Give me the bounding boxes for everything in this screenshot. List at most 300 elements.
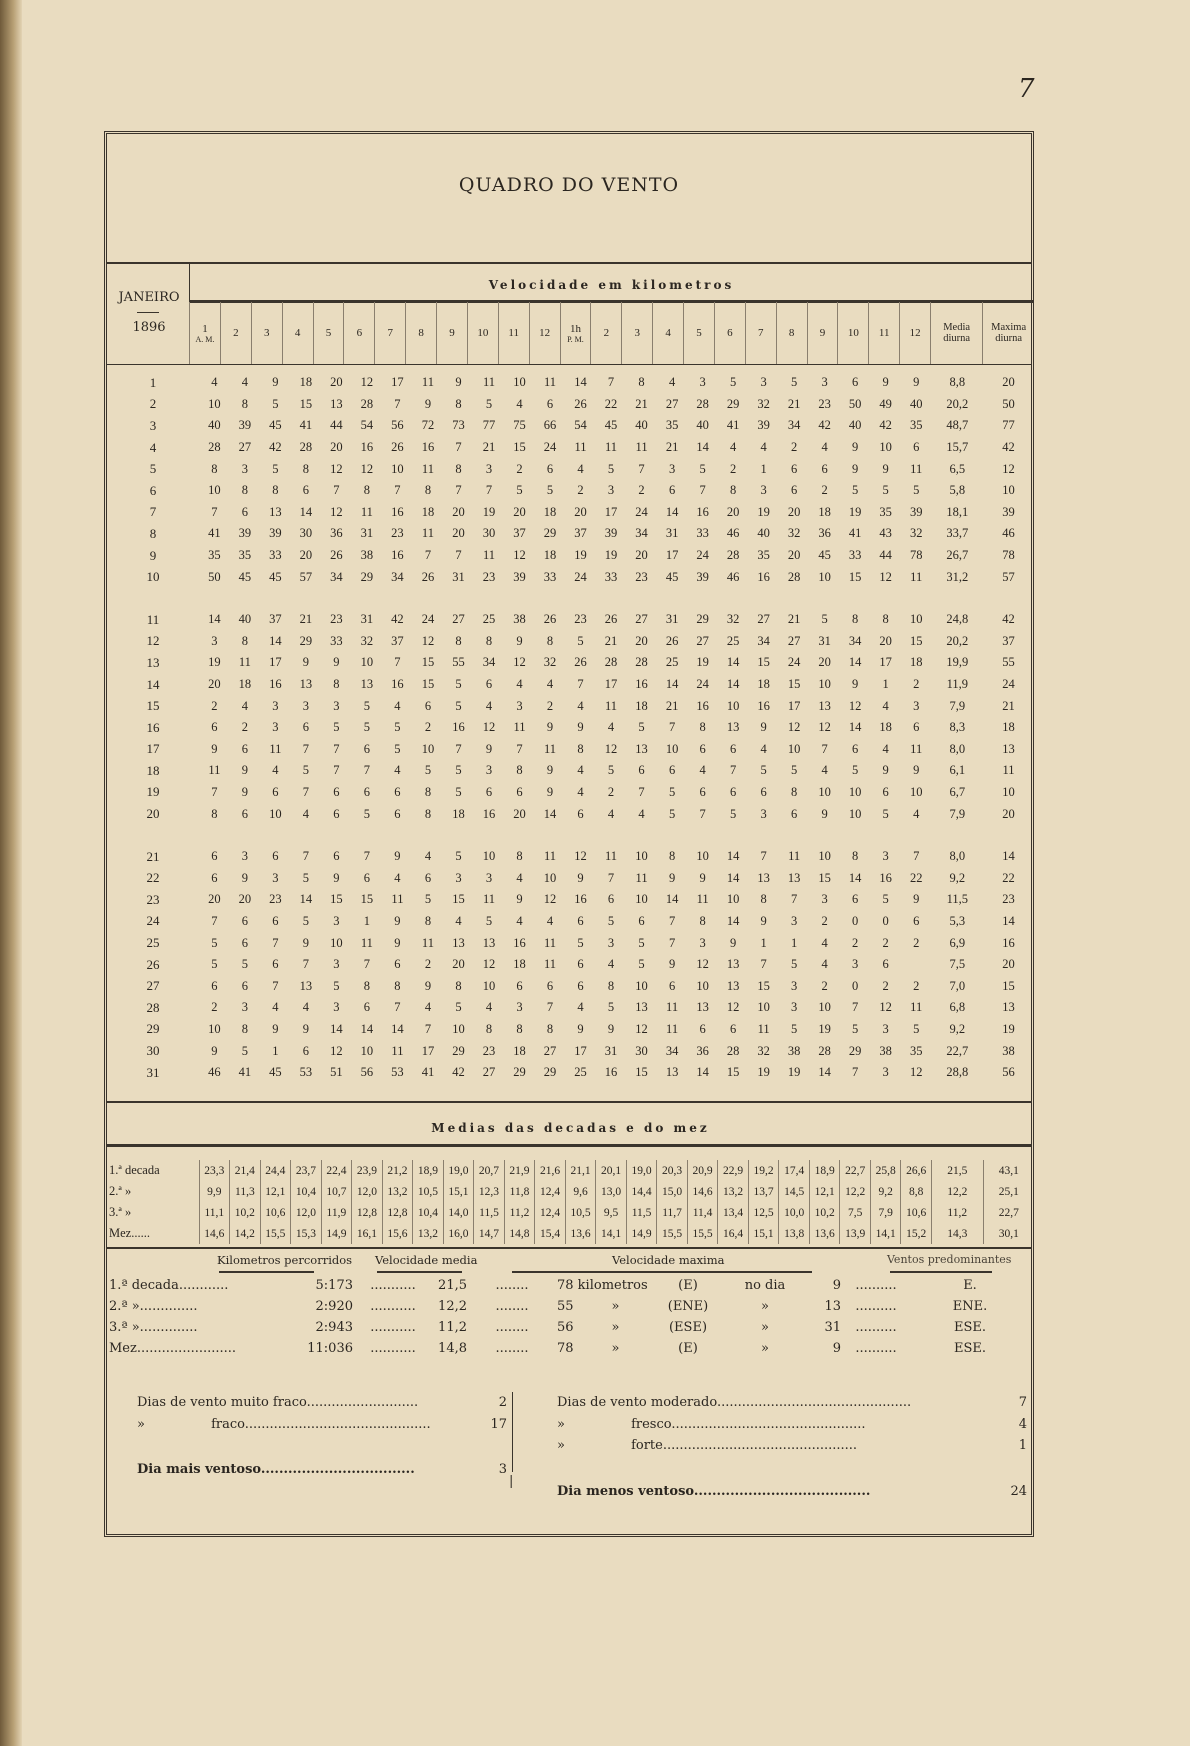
hour-value: 20 bbox=[818, 655, 831, 670]
hour-value: 2 bbox=[882, 978, 889, 993]
hour-value: 16 bbox=[391, 677, 404, 692]
hour-value: 3 bbox=[882, 1021, 889, 1036]
summary-period bbox=[109, 1338, 299, 1359]
hour-value: 2 bbox=[852, 935, 859, 950]
hour-value: 2 bbox=[211, 698, 218, 713]
hour-value: 6 bbox=[211, 720, 218, 735]
day-number: 21 bbox=[146, 848, 160, 864]
day-number: 11 bbox=[146, 611, 160, 627]
hour-value: 4 bbox=[882, 741, 889, 756]
hour-value: 8 bbox=[760, 892, 767, 907]
hour-value: 14 bbox=[818, 1065, 831, 1080]
hour-value: 10 bbox=[726, 892, 740, 907]
hour-value: 4 bbox=[302, 806, 309, 821]
hour-value: 6 bbox=[729, 1021, 737, 1036]
page-number: 7 bbox=[1018, 74, 1035, 104]
hour-value: 33 bbox=[543, 569, 557, 584]
hour-value: 33 bbox=[269, 548, 282, 563]
dias-right-row bbox=[557, 1414, 1027, 1436]
summary-vmax-value: 56 bbox=[557, 1320, 574, 1335]
hour-value: 2 bbox=[424, 957, 432, 972]
hour-value: 4 bbox=[699, 763, 706, 778]
hour-value: 32 bbox=[787, 526, 801, 541]
medias-hour-value: 20,1 bbox=[596, 1160, 627, 1181]
hour-value: 30 bbox=[299, 526, 313, 541]
dias-left-dots: .................................. bbox=[260, 1462, 415, 1477]
hour-value: 2 bbox=[607, 784, 615, 799]
hour-value: 14 bbox=[330, 1021, 343, 1036]
summary-km: 11:036 bbox=[307, 1341, 353, 1356]
hour-value: 8 bbox=[516, 763, 523, 778]
day-number: 30 bbox=[146, 1043, 160, 1059]
hour-value: 2 bbox=[882, 935, 889, 950]
medias-hour-value: 12,5 bbox=[748, 1202, 779, 1223]
hour-value: 8 bbox=[546, 633, 554, 648]
hour-value: 5 bbox=[302, 913, 309, 928]
medias-table bbox=[107, 1160, 1034, 1244]
hour-value: 7 bbox=[821, 741, 828, 756]
hour-value: 20 bbox=[208, 677, 221, 692]
hour-value: 11 bbox=[421, 461, 434, 476]
hour-value: 11 bbox=[910, 569, 923, 584]
maxima-diurna-value: 20 bbox=[1002, 375, 1015, 390]
hour-value: 3 bbox=[882, 849, 889, 864]
hour-value: 26 bbox=[543, 612, 557, 627]
hour-value: 3 bbox=[852, 957, 859, 972]
hour-value: 16 bbox=[421, 440, 435, 455]
hour-value: 5 bbox=[455, 698, 462, 713]
hour-value: 7 bbox=[638, 461, 645, 476]
hour-value: 4 bbox=[485, 698, 493, 713]
medias-hour-value: 12,1 bbox=[260, 1181, 291, 1202]
hour-value: 45 bbox=[818, 548, 831, 563]
hour-value: 9 bbox=[668, 870, 676, 885]
hour-value: 33 bbox=[604, 569, 618, 584]
vmax-header-underline bbox=[512, 1271, 812, 1273]
hour-value: 40 bbox=[238, 612, 252, 627]
hour-value: 2 bbox=[821, 978, 828, 993]
hour-value: 12 bbox=[787, 720, 801, 735]
hour-value: 16 bbox=[513, 935, 526, 950]
day-number: 9 bbox=[149, 547, 157, 563]
medias-label: 3.ª » bbox=[109, 1205, 132, 1219]
hour-value: 9 bbox=[241, 870, 248, 885]
day-number: 8 bbox=[149, 525, 157, 541]
hour-value: 45 bbox=[269, 418, 282, 433]
hour-value: 24 bbox=[787, 655, 801, 670]
hour-value: 33 bbox=[330, 633, 343, 648]
hour-value: 19 bbox=[574, 548, 587, 563]
hour-value: 6 bbox=[729, 741, 737, 756]
media-diurna-value: 18,1 bbox=[946, 504, 969, 519]
hour-value: 5 bbox=[607, 763, 615, 778]
hour-value: 38 bbox=[787, 1043, 801, 1058]
hour-value: 35 bbox=[909, 418, 923, 433]
hour-value: 7 bbox=[211, 913, 218, 928]
media-diurna-value: 7,0 bbox=[949, 978, 966, 993]
medias-hour-value: 7,5 bbox=[840, 1202, 871, 1223]
dias-right-row bbox=[557, 1435, 1027, 1457]
medias-hour-value: 14,1 bbox=[870, 1223, 901, 1244]
hour-value: 16 bbox=[360, 440, 374, 455]
hour-value: 15 bbox=[787, 677, 801, 692]
hour-value: 18 bbox=[513, 1043, 526, 1058]
hour-value: 8 bbox=[516, 849, 523, 864]
maxima-diurna-header: Maxima diurna bbox=[983, 302, 1034, 364]
hour-value: 8 bbox=[607, 978, 615, 993]
hour-value: 28 bbox=[208, 440, 221, 455]
hour-value: 15 bbox=[330, 892, 343, 907]
hour-value: 16 bbox=[879, 870, 892, 885]
hour-value: 5 bbox=[211, 957, 218, 972]
hour-value: 4 bbox=[760, 741, 767, 756]
hour-value: 5 bbox=[791, 957, 798, 972]
hour-value: 6 bbox=[333, 784, 340, 799]
hour-value: 13 bbox=[360, 677, 374, 692]
hour-value: 25 bbox=[726, 633, 740, 648]
hour-value: 40 bbox=[635, 418, 648, 433]
hour-header-22 bbox=[838, 302, 869, 364]
day-row bbox=[107, 997, 1034, 1019]
hour-value: 1 bbox=[760, 461, 767, 476]
summary-vmax bbox=[557, 1338, 657, 1359]
medias-row bbox=[107, 1181, 1034, 1202]
hour-value: 15 bbox=[909, 633, 923, 648]
day-row bbox=[107, 523, 1034, 545]
hour-value: 14 bbox=[574, 375, 587, 390]
hour-value: 7 bbox=[760, 849, 767, 864]
summary-dots: .......... bbox=[855, 1320, 897, 1335]
summary-dia: 13 bbox=[824, 1299, 841, 1314]
maxima-diurna-value: 39 bbox=[1002, 504, 1015, 519]
hour-value: 8 bbox=[241, 483, 248, 498]
hour-value: 5 bbox=[607, 1000, 615, 1015]
hour-value: 19 bbox=[208, 655, 221, 670]
media-diurna-value: 6,9 bbox=[949, 935, 966, 950]
dias-left-label bbox=[137, 1392, 487, 1414]
maxima-diurna-value: 42 bbox=[1002, 440, 1015, 455]
hour-value: 10 bbox=[452, 1021, 465, 1036]
hour-label: 7 bbox=[387, 327, 393, 339]
hour-value: 7 bbox=[363, 957, 371, 972]
hour-value: 10 bbox=[635, 892, 648, 907]
hour-value: 4 bbox=[394, 698, 401, 713]
hour-value: 5 bbox=[729, 806, 737, 821]
hour-value: 25 bbox=[665, 655, 679, 670]
medias-hour-value: 25,8 bbox=[870, 1160, 901, 1181]
hour-value: 7 bbox=[333, 741, 340, 756]
medias-hour-value: 13,4 bbox=[718, 1202, 749, 1223]
hour-value: 23 bbox=[482, 1043, 496, 1058]
hour-value: 7 bbox=[577, 677, 584, 692]
hour-value: 3 bbox=[241, 1000, 248, 1015]
hour-value: 19 bbox=[848, 504, 862, 519]
medias-media-value: 11,2 bbox=[931, 1202, 983, 1223]
dias-right-row bbox=[557, 1457, 1027, 1499]
summary-dots: ........ bbox=[495, 1278, 529, 1293]
hour-value: 13 bbox=[635, 741, 648, 756]
hour-value: 12 bbox=[360, 461, 374, 476]
dias-right-dots: ............................................... bbox=[662, 1438, 858, 1454]
hour-value: 7 bbox=[668, 913, 676, 928]
hour-value: 5 bbox=[852, 763, 859, 778]
hour-value: 3 bbox=[241, 849, 248, 864]
hour-value: 13 bbox=[665, 1065, 679, 1080]
hour-value: 9 bbox=[913, 892, 920, 907]
hour-value: 13 bbox=[452, 935, 465, 950]
day-number: 31 bbox=[146, 1064, 160, 1080]
maxima-diurna-value: 13 bbox=[1002, 1000, 1015, 1015]
hour-value: 6 bbox=[668, 763, 676, 778]
hour-value: 4 bbox=[668, 375, 676, 390]
ventos-header-underline bbox=[890, 1271, 992, 1273]
hour-value: 4 bbox=[607, 720, 615, 735]
medias-hour-value: 19,2 bbox=[748, 1160, 779, 1181]
day-number: 25 bbox=[146, 935, 160, 951]
hour-value: 11 bbox=[360, 935, 373, 950]
hour-value: 12 bbox=[330, 1043, 343, 1058]
hour-value: 31 bbox=[452, 569, 465, 584]
summary-direction: (ENE) bbox=[667, 1299, 709, 1314]
hour-value: 18 bbox=[909, 655, 923, 670]
hour-value: 20 bbox=[787, 548, 801, 563]
medias-hour-value: 21,2 bbox=[382, 1160, 413, 1181]
hour-value: 6 bbox=[607, 892, 615, 907]
summary-top-rule bbox=[107, 1247, 1031, 1249]
hour-value: 8 bbox=[363, 483, 371, 498]
hour-value: 6 bbox=[363, 1000, 371, 1015]
hour-value: 31 bbox=[604, 1043, 618, 1058]
summary-direction: (E) bbox=[678, 1278, 698, 1293]
hour-value: 6 bbox=[882, 784, 889, 799]
hour-value: 24 bbox=[574, 569, 587, 584]
hour-value: 57 bbox=[299, 569, 313, 584]
hour-value: 16 bbox=[604, 1065, 618, 1080]
day-row bbox=[107, 803, 1034, 825]
hour-header-9 bbox=[437, 302, 468, 364]
hour-value: 7 bbox=[455, 548, 462, 563]
hour-value: 5 bbox=[455, 784, 462, 799]
hour-value: 1 bbox=[272, 1043, 279, 1058]
media-diurna-value: 6,8 bbox=[949, 1000, 966, 1015]
hour-value: 25 bbox=[482, 612, 496, 627]
media-diurna-value: 11,5 bbox=[946, 892, 968, 907]
hour-label: 3 bbox=[634, 327, 640, 339]
media-diurna-value: 19,9 bbox=[946, 655, 969, 670]
hour-value: 11 bbox=[696, 892, 709, 907]
day-row bbox=[107, 1040, 1034, 1062]
hour-value: 11 bbox=[482, 892, 495, 907]
month-dash bbox=[137, 312, 159, 313]
hour-value: 39 bbox=[513, 569, 526, 584]
medias-hour-value: 15,2 bbox=[901, 1223, 932, 1244]
hour-value: 29 bbox=[513, 1065, 526, 1080]
hour-value: 9 bbox=[852, 461, 859, 476]
hour-value: 20 bbox=[238, 892, 252, 907]
hour-value: 18 bbox=[421, 504, 435, 519]
hour-label: 1h bbox=[569, 322, 581, 335]
media-diurna-value: 8,0 bbox=[949, 741, 966, 756]
hour-value: 12 bbox=[604, 741, 618, 756]
medias-hour-value: 12,1 bbox=[809, 1181, 840, 1202]
hour-value: 2 bbox=[729, 461, 737, 476]
day-row bbox=[107, 782, 1034, 804]
summary-row bbox=[109, 1275, 1029, 1296]
hour-value: 7 bbox=[302, 784, 309, 799]
dias-left-label-text: Dias de vento muito fraco bbox=[137, 1395, 307, 1411]
hour-header-17 bbox=[684, 302, 715, 364]
medias-hour-value: 15,6 bbox=[382, 1223, 413, 1244]
hour-value: 5 bbox=[638, 957, 645, 972]
hour-header bbox=[189, 302, 1034, 364]
hour-value: 8 bbox=[638, 375, 645, 390]
maxima-diurna-value: 19 bbox=[1002, 1021, 1015, 1036]
medias-hour-value: 12,8 bbox=[382, 1202, 413, 1223]
hour-value: 18 bbox=[543, 548, 557, 563]
day-row bbox=[107, 437, 1034, 459]
hour-value: 10 bbox=[635, 849, 648, 864]
medias-hour-value: 17,4 bbox=[779, 1160, 810, 1181]
day-number: 18 bbox=[146, 762, 160, 778]
maxima-diurna-value: 46 bbox=[1002, 526, 1015, 541]
hour-value: 21 bbox=[665, 698, 679, 713]
hour-value: 3 bbox=[241, 461, 248, 476]
hour-value: 15 bbox=[360, 892, 374, 907]
km-percorridos-header: Kilometros percorridos bbox=[217, 1253, 353, 1267]
hour-value: 5 bbox=[302, 763, 309, 778]
hour-value: 7 bbox=[913, 849, 920, 864]
hour-value: 8 bbox=[699, 720, 706, 735]
hour-value: 11 bbox=[635, 440, 648, 455]
dias-right-label bbox=[557, 1435, 1006, 1457]
day-row bbox=[107, 631, 1034, 653]
media-diurna-value: 9,2 bbox=[949, 870, 966, 885]
summary-dots: ........... bbox=[370, 1341, 416, 1356]
hour-value: 23 bbox=[391, 526, 404, 541]
hour-value: 11 bbox=[910, 461, 923, 476]
hour-value: 6 bbox=[272, 913, 279, 928]
summary-direction: (ESE) bbox=[668, 1320, 708, 1335]
hour-value: 42 bbox=[818, 418, 831, 433]
medias-hour-value: 10,4 bbox=[291, 1181, 322, 1202]
hour-value: 6 bbox=[546, 461, 554, 476]
hour-value: 12 bbox=[635, 1021, 648, 1036]
hour-value: 18 bbox=[757, 677, 770, 692]
hour-value: 8 bbox=[241, 1021, 248, 1036]
media-diurna-value: 11,9 bbox=[946, 677, 968, 692]
hour-value: 14 bbox=[391, 1021, 404, 1036]
hour-header-3 bbox=[251, 302, 282, 364]
hour-value: 45 bbox=[269, 569, 282, 584]
hour-value: 35 bbox=[208, 548, 221, 563]
hour-value: 11 bbox=[635, 870, 648, 885]
hour-value: 5 bbox=[760, 763, 767, 778]
hour-value: 13 bbox=[635, 1000, 648, 1015]
hour-value: 7 bbox=[424, 1021, 432, 1036]
hour-value: 27 bbox=[696, 633, 709, 648]
hour-value: 3 bbox=[791, 978, 798, 993]
hour-value: 8 bbox=[241, 633, 248, 648]
hour-value: 14 bbox=[848, 720, 862, 735]
hour-value: 9 bbox=[852, 677, 859, 692]
hour-value: 20 bbox=[726, 504, 740, 519]
hour-value: 17 bbox=[787, 698, 801, 713]
media-diurna-value: 5,8 bbox=[949, 483, 966, 498]
day-row bbox=[107, 1019, 1034, 1041]
hour-value: 6 bbox=[272, 849, 279, 864]
hour-value: 41 bbox=[299, 418, 313, 433]
maxima-diurna-value: 23 bbox=[1002, 892, 1015, 907]
hour-value: 9 bbox=[699, 870, 706, 885]
dias-right-value: 7 bbox=[1018, 1395, 1027, 1411]
hour-value: 5 bbox=[638, 935, 645, 950]
summary-km: 2:920 bbox=[315, 1299, 353, 1314]
hour-value: 7 bbox=[852, 1065, 859, 1080]
hour-value: 8 bbox=[546, 1021, 554, 1036]
hour-value: 9 bbox=[394, 935, 401, 950]
hour-header-6 bbox=[344, 302, 375, 364]
hour-value: 3 bbox=[760, 483, 767, 498]
hour-value: 4 bbox=[577, 763, 584, 778]
medias-hour-value: 21,1 bbox=[565, 1160, 596, 1181]
hour-value: 4 bbox=[424, 849, 432, 864]
hour-value: 3 bbox=[668, 461, 676, 476]
hour-value: 10 bbox=[482, 849, 496, 864]
medias-hour-value: 11,5 bbox=[626, 1202, 657, 1223]
hour-value: 13 bbox=[726, 957, 740, 972]
hour-value: 6 bbox=[852, 741, 859, 756]
hour-value: 18 bbox=[879, 720, 892, 735]
hour-value: 5 bbox=[455, 763, 462, 778]
hour-value: 11 bbox=[238, 655, 251, 670]
hour-value: 15 bbox=[726, 1065, 740, 1080]
hour-value: 6 bbox=[424, 870, 432, 885]
hour-value: 4 bbox=[485, 1000, 493, 1015]
medias-hour-value: 14,8 bbox=[504, 1223, 535, 1244]
hour-value: 50 bbox=[208, 569, 221, 584]
hour-value: 5 bbox=[394, 741, 401, 756]
velocidade-maxima-header: Velocidade maxima bbox=[612, 1253, 725, 1267]
hour-value: 3 bbox=[882, 1065, 889, 1080]
hour-value: 4 bbox=[546, 913, 554, 928]
hour-value: 6 bbox=[913, 913, 920, 928]
hour-value: 38 bbox=[879, 1043, 892, 1058]
hour-value: 3 bbox=[333, 1000, 340, 1015]
hour-value: 28 bbox=[726, 1043, 740, 1058]
hour-value: 20 bbox=[330, 375, 343, 390]
summary-dots: .......... bbox=[855, 1341, 897, 1356]
hour-value: 3 bbox=[272, 870, 279, 885]
hour-value: 6 bbox=[485, 784, 493, 799]
medias-hour-value: 9,2 bbox=[870, 1181, 901, 1202]
day-row bbox=[107, 415, 1034, 437]
hour-value: 2 bbox=[211, 1000, 218, 1015]
hour-value: 32 bbox=[757, 1043, 770, 1058]
hour-value: 12 bbox=[330, 504, 343, 519]
hour-value: 15 bbox=[452, 892, 465, 907]
hour-value: 4 bbox=[577, 1000, 584, 1015]
hour-value: 9 bbox=[455, 375, 462, 390]
hour-value: 9 bbox=[821, 806, 828, 821]
hour-value: 9 bbox=[394, 913, 401, 928]
day-number: 6 bbox=[149, 482, 157, 498]
hour-value: 31 bbox=[360, 612, 374, 627]
hour-value: 36 bbox=[818, 526, 831, 541]
summary-dia: 9 bbox=[832, 1278, 841, 1293]
hour-value: 5 bbox=[638, 720, 645, 735]
hour-value: 4 bbox=[455, 913, 462, 928]
media-diurna-value: 6,7 bbox=[949, 784, 966, 799]
